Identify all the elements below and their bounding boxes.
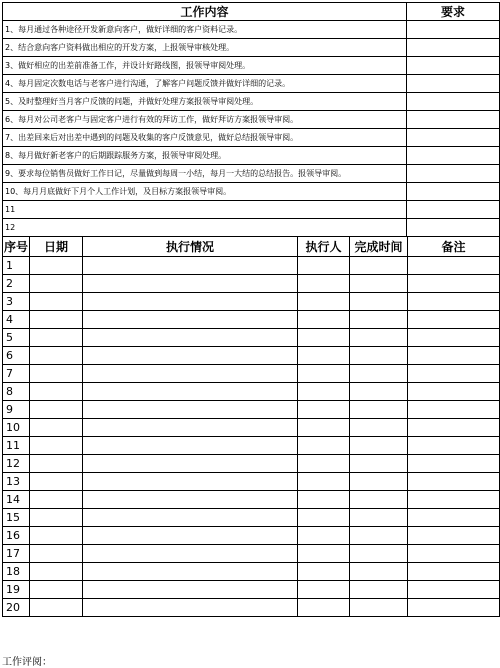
executor-cell[interactable] xyxy=(298,275,350,293)
date-cell[interactable] xyxy=(30,599,83,617)
requirement-cell[interactable] xyxy=(407,39,500,57)
completion-time-cell[interactable] xyxy=(350,473,408,491)
header-serial-number: 序号 xyxy=(3,237,30,257)
remarks-cell[interactable] xyxy=(408,545,500,563)
row-number: 16 xyxy=(3,527,30,545)
completion-time-cell[interactable] xyxy=(350,257,408,275)
row-number: 14 xyxy=(3,491,30,509)
row-number: 19 xyxy=(3,581,30,599)
completion-time-cell[interactable] xyxy=(350,437,408,455)
row-number: 15 xyxy=(3,509,30,527)
header-requirement: 要求 xyxy=(407,3,500,21)
execution-status-cell[interactable] xyxy=(83,455,298,473)
completion-time-cell[interactable] xyxy=(350,599,408,617)
remarks-cell[interactable] xyxy=(408,581,500,599)
work-item-row xyxy=(3,21,500,39)
work-content-header-row xyxy=(3,3,500,21)
work-item-text: 9、要求每位销售员做好工作日记，尽量做到每周一小结，每月一大结的总结报告。报领导审阅。 xyxy=(3,165,407,183)
log-row xyxy=(3,347,500,365)
execution-status-cell[interactable] xyxy=(83,257,298,275)
row-number: 9 xyxy=(3,401,30,419)
requirement-cell[interactable] xyxy=(407,147,500,165)
requirement-cell[interactable] xyxy=(407,111,500,129)
executor-cell[interactable] xyxy=(298,473,350,491)
executor-cell[interactable] xyxy=(298,437,350,455)
log-row xyxy=(3,383,500,401)
executor-cell[interactable] xyxy=(298,329,350,347)
remarks-cell[interactable] xyxy=(408,437,500,455)
completion-time-cell[interactable] xyxy=(350,275,408,293)
log-row xyxy=(3,527,500,545)
log-row xyxy=(3,311,500,329)
log-row xyxy=(3,329,500,347)
completion-time-cell[interactable] xyxy=(350,419,408,437)
work-item-row xyxy=(3,183,500,201)
remarks-cell[interactable] xyxy=(408,347,500,365)
date-cell[interactable] xyxy=(30,455,83,473)
execution-status-cell[interactable] xyxy=(83,419,298,437)
date-cell[interactable] xyxy=(30,419,83,437)
row-number: 10 xyxy=(3,419,30,437)
row-number: 12 xyxy=(3,455,30,473)
work-item-text: 3、做好相应的出差前准备工作，并设计好路线图，报领导审阅处理。 xyxy=(3,57,407,75)
execution-status-cell[interactable] xyxy=(83,581,298,599)
executor-cell[interactable] xyxy=(298,365,350,383)
requirement-cell[interactable] xyxy=(407,129,500,147)
completion-time-cell[interactable] xyxy=(350,293,408,311)
requirement-cell[interactable] xyxy=(407,93,500,111)
log-row xyxy=(3,257,500,275)
remarks-cell[interactable] xyxy=(408,419,500,437)
work-item-text: 8、每月做好新老客户的后期跟踪服务方案，报领导审阅处理。 xyxy=(3,147,407,165)
execution-status-cell[interactable] xyxy=(83,365,298,383)
log-row xyxy=(3,293,500,311)
work-item-text: 7、出差回来后对出差中遇到的问题及收集的客户反馈意见，做好总结报领导审阅。 xyxy=(3,129,407,147)
executor-cell[interactable] xyxy=(298,311,350,329)
execution-status-cell[interactable] xyxy=(83,311,298,329)
execution-status-cell[interactable] xyxy=(83,473,298,491)
date-cell[interactable] xyxy=(30,275,83,293)
work-item-row xyxy=(3,111,500,129)
date-cell[interactable] xyxy=(30,527,83,545)
row-number: 2 xyxy=(3,275,30,293)
executor-cell[interactable] xyxy=(298,401,350,419)
requirement-cell[interactable] xyxy=(407,57,500,75)
row-number: 7 xyxy=(3,365,30,383)
work-item-row xyxy=(3,57,500,75)
executor-cell[interactable] xyxy=(298,527,350,545)
work-item-row xyxy=(3,219,500,237)
header-execution-status: 执行情况 xyxy=(83,237,298,257)
header-completion-time: 完成时间 xyxy=(350,237,408,257)
header-remarks: 备注 xyxy=(408,237,500,257)
work-content-table xyxy=(2,2,500,237)
executor-cell[interactable] xyxy=(298,599,350,617)
remarks-cell[interactable] xyxy=(408,311,500,329)
remarks-cell[interactable] xyxy=(408,293,500,311)
execution-status-cell[interactable] xyxy=(83,599,298,617)
completion-time-cell[interactable] xyxy=(350,311,408,329)
work-item-text: 1、每月通过各种途径开发新意向客户，做好详细的客户资料记录。 xyxy=(3,21,407,39)
date-cell[interactable] xyxy=(30,509,83,527)
row-number: 11 xyxy=(3,437,30,455)
work-item-text: 10、每月月底做好下月个人工作计划，及目标方案报领导审阅。 xyxy=(3,183,407,201)
executor-cell[interactable] xyxy=(298,563,350,581)
work-item-row xyxy=(3,147,500,165)
execution-status-cell[interactable] xyxy=(83,329,298,347)
remarks-cell[interactable] xyxy=(408,257,500,275)
executor-cell[interactable] xyxy=(298,509,350,527)
remarks-cell[interactable] xyxy=(408,563,500,581)
execution-status-cell[interactable] xyxy=(83,401,298,419)
date-cell[interactable] xyxy=(30,329,83,347)
executor-cell[interactable] xyxy=(298,491,350,509)
date-cell[interactable] xyxy=(30,437,83,455)
requirement-cell[interactable] xyxy=(407,75,500,93)
row-number: 17 xyxy=(3,545,30,563)
date-cell[interactable] xyxy=(30,545,83,563)
row-number: 6 xyxy=(3,347,30,365)
remarks-cell[interactable] xyxy=(408,329,500,347)
execution-status-cell[interactable] xyxy=(83,563,298,581)
date-cell[interactable] xyxy=(30,365,83,383)
date-cell[interactable] xyxy=(30,347,83,365)
executor-cell[interactable] xyxy=(298,545,350,563)
row-number: 5 xyxy=(3,329,30,347)
work-item-text: 5、及时整理好当月客户反馈的问题，并做好处理方案报领导审阅处理。 xyxy=(3,93,407,111)
completion-time-cell[interactable] xyxy=(350,383,408,401)
completion-time-cell[interactable] xyxy=(350,545,408,563)
completion-time-cell[interactable] xyxy=(350,491,408,509)
completion-time-cell[interactable] xyxy=(350,563,408,581)
execution-status-cell[interactable] xyxy=(83,275,298,293)
work-item-text: 4、每月固定次数电话与老客户进行沟通，了解客户问题反馈并做好详细的记录。 xyxy=(3,75,407,93)
log-row xyxy=(3,275,500,293)
log-row xyxy=(3,563,500,581)
executor-cell[interactable] xyxy=(298,257,350,275)
work-item-row xyxy=(3,201,500,219)
date-cell[interactable] xyxy=(30,293,83,311)
requirement-cell[interactable] xyxy=(407,219,500,237)
remarks-cell[interactable] xyxy=(408,473,500,491)
log-row xyxy=(3,509,500,527)
remarks-cell[interactable] xyxy=(408,491,500,509)
header-executor: 执行人 xyxy=(298,237,350,257)
completion-time-cell[interactable] xyxy=(350,581,408,599)
date-cell[interactable] xyxy=(30,311,83,329)
completion-time-cell[interactable] xyxy=(350,401,408,419)
log-row xyxy=(3,401,500,419)
executor-cell[interactable] xyxy=(298,419,350,437)
work-item-row xyxy=(3,165,500,183)
execution-status-cell[interactable] xyxy=(83,383,298,401)
remarks-cell[interactable] xyxy=(408,527,500,545)
remarks-cell[interactable] xyxy=(408,383,500,401)
log-row xyxy=(3,365,500,383)
work-item-text: 11 xyxy=(3,201,407,219)
work-item-text: 6、每月对公司老客户与固定客户进行有效的拜访工作，做好拜访方案报领导审阅。 xyxy=(3,111,407,129)
date-cell[interactable] xyxy=(30,401,83,419)
row-number: 20 xyxy=(3,599,30,617)
execution-status-cell[interactable] xyxy=(83,491,298,509)
executor-cell[interactable] xyxy=(298,455,350,473)
date-cell[interactable] xyxy=(30,257,83,275)
log-row xyxy=(3,545,500,563)
header-work-content: 工作内容 xyxy=(3,3,407,21)
log-row xyxy=(3,473,500,491)
date-cell[interactable] xyxy=(30,383,83,401)
remarks-cell[interactable] xyxy=(408,509,500,527)
log-header-row xyxy=(3,237,500,257)
remarks-cell[interactable] xyxy=(408,455,500,473)
row-number: 1 xyxy=(3,257,30,275)
work-item-text: 12 xyxy=(3,219,407,237)
log-row xyxy=(3,437,500,455)
executor-cell[interactable] xyxy=(298,383,350,401)
row-number: 4 xyxy=(3,311,30,329)
work-item-text: 2、结合意向客户资料做出相应的开发方案，上报领导审核处理。 xyxy=(3,39,407,57)
log-row xyxy=(3,455,500,473)
row-number: 13 xyxy=(3,473,30,491)
review-label: 工作评阅： xyxy=(2,657,52,668)
execution-status-cell[interactable] xyxy=(83,527,298,545)
execution-status-cell[interactable] xyxy=(83,509,298,527)
executor-cell[interactable] xyxy=(298,293,350,311)
completion-time-cell[interactable] xyxy=(350,365,408,383)
date-cell[interactable] xyxy=(30,581,83,599)
completion-time-cell[interactable] xyxy=(350,527,408,545)
row-number: 18 xyxy=(3,563,30,581)
date-cell[interactable] xyxy=(30,473,83,491)
completion-time-cell[interactable] xyxy=(350,509,408,527)
execution-status-cell[interactable] xyxy=(83,437,298,455)
requirement-cell[interactable] xyxy=(407,201,500,219)
requirement-cell[interactable] xyxy=(407,21,500,39)
execution-status-cell[interactable] xyxy=(83,293,298,311)
executor-cell[interactable] xyxy=(298,347,350,365)
execution-log-table xyxy=(2,236,500,617)
executor-cell[interactable] xyxy=(298,581,350,599)
remarks-cell[interactable] xyxy=(408,275,500,293)
completion-time-cell[interactable] xyxy=(350,329,408,347)
requirement-cell[interactable] xyxy=(407,165,500,183)
log-row xyxy=(3,599,500,617)
row-number: 8 xyxy=(3,383,30,401)
date-cell[interactable] xyxy=(30,491,83,509)
completion-time-cell[interactable] xyxy=(350,455,408,473)
remarks-cell[interactable] xyxy=(408,599,500,617)
header-date: 日期 xyxy=(30,237,83,257)
log-row xyxy=(3,581,500,599)
date-cell[interactable] xyxy=(30,563,83,581)
execution-status-cell[interactable] xyxy=(83,545,298,563)
log-row xyxy=(3,419,500,437)
remarks-cell[interactable] xyxy=(408,365,500,383)
remarks-cell[interactable] xyxy=(408,401,500,419)
log-row xyxy=(3,491,500,509)
row-number: 3 xyxy=(3,293,30,311)
execution-status-cell[interactable] xyxy=(83,347,298,365)
work-item-row xyxy=(3,75,500,93)
work-item-row xyxy=(3,39,500,57)
requirement-cell[interactable] xyxy=(407,183,500,201)
work-item-row xyxy=(3,93,500,111)
work-item-row xyxy=(3,129,500,147)
completion-time-cell[interactable] xyxy=(350,347,408,365)
